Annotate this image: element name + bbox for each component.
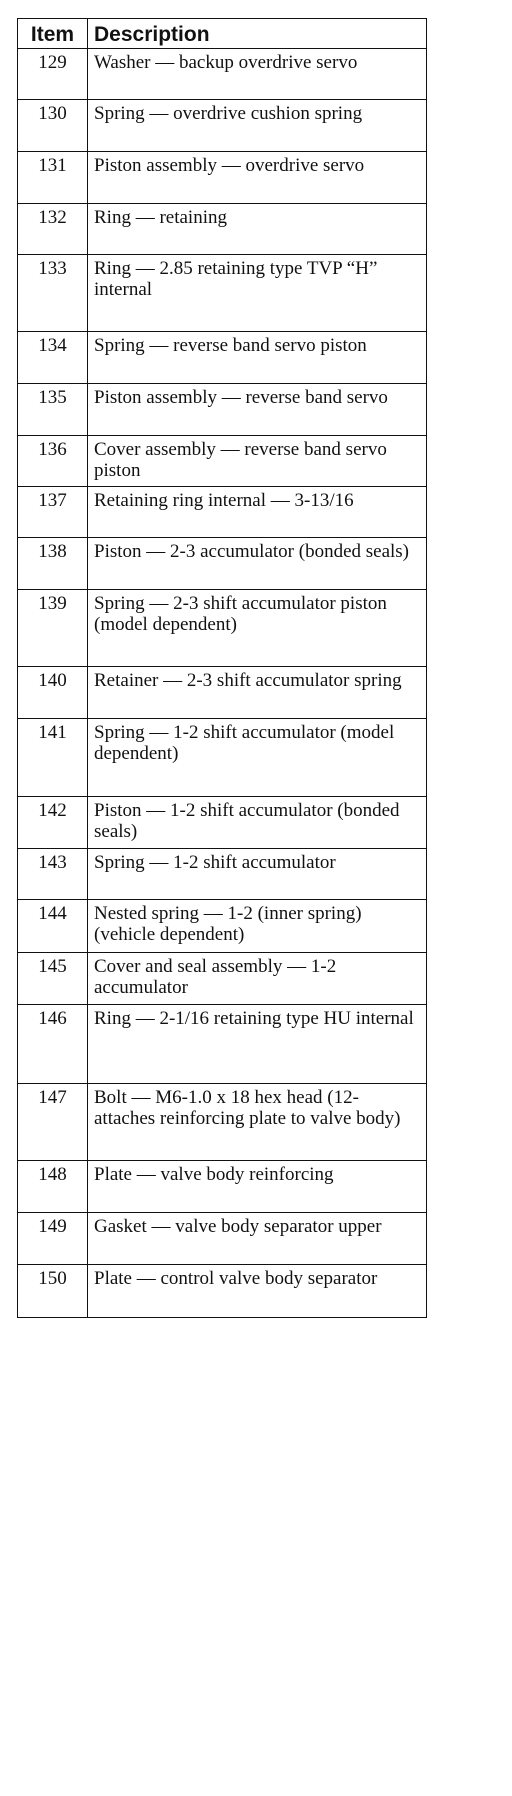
item-description: Cover and seal assembly — 1-2 accumulator [88, 953, 427, 1005]
column-header-description: Description [88, 19, 427, 49]
table-row [18, 255, 427, 332]
table-row [18, 900, 427, 953]
table-row [18, 152, 427, 204]
item-description: Gasket — valve body separator upper [88, 1213, 427, 1265]
header-row [18, 19, 427, 49]
item-description: Ring — 2-1/16 retaining type HU internal [88, 1005, 427, 1084]
item-number: 133 [18, 255, 88, 332]
table-row [18, 1161, 427, 1213]
table-row [18, 436, 427, 487]
item-description: Piston — 2-3 accumulator (bonded seals) [88, 538, 427, 590]
item-number: 138 [18, 538, 88, 590]
item-description: Plate — valve body reinforcing [88, 1161, 427, 1213]
table-row [18, 667, 427, 719]
table-row [18, 1213, 427, 1265]
item-number: 130 [18, 100, 88, 152]
parts-table [17, 18, 427, 1318]
table-row [18, 590, 427, 667]
table-row [18, 719, 427, 797]
item-description: Nested spring — 1-2 (inner spring) (vehicle dependent) [88, 900, 427, 953]
table-row [18, 797, 427, 849]
item-description: Piston — 1-2 shift accumulator (bonded seals) [88, 797, 427, 849]
item-number: 131 [18, 152, 88, 204]
table-row [18, 1084, 427, 1161]
item-number: 143 [18, 849, 88, 900]
table-row [18, 100, 427, 152]
item-number: 144 [18, 900, 88, 953]
table-row [18, 953, 427, 1005]
table-row [18, 384, 427, 436]
table-row [18, 487, 427, 538]
item-number: 147 [18, 1084, 88, 1161]
item-description: Spring — 1-2 shift accumulator [88, 849, 427, 900]
table-row [18, 538, 427, 590]
item-description: Plate — control valve body separator [88, 1265, 427, 1318]
table-row [18, 1265, 427, 1318]
item-description: Bolt — M6-1.0 x 18 hex head (12-attaches reinforcing plate to valve body) [88, 1084, 427, 1161]
item-description: Spring — 1-2 shift accumulator (model dependent) [88, 719, 427, 797]
item-number: 132 [18, 204, 88, 255]
table-row [18, 1005, 427, 1084]
item-number: 137 [18, 487, 88, 538]
table-row [18, 849, 427, 900]
item-description: Spring — overdrive cushion spring [88, 100, 427, 152]
item-description: Piston assembly — overdrive servo [88, 152, 427, 204]
item-number: 141 [18, 719, 88, 797]
item-number: 146 [18, 1005, 88, 1084]
item-number: 149 [18, 1213, 88, 1265]
item-number: 150 [18, 1265, 88, 1318]
item-description: Piston assembly — reverse band servo [88, 384, 427, 436]
item-number: 134 [18, 332, 88, 384]
item-number: 136 [18, 436, 88, 487]
item-description: Retaining ring internal — 3-13/16 [88, 487, 427, 538]
item-description: Cover assembly — reverse band servo piston [88, 436, 427, 487]
column-header-item: Item [18, 19, 88, 49]
item-description: Spring — 2-3 shift accumulator piston (model dependent) [88, 590, 427, 667]
item-number: 135 [18, 384, 88, 436]
item-number: 148 [18, 1161, 88, 1213]
table-row [18, 204, 427, 255]
item-description: Ring — 2.85 retaining type TVP “H” internal [88, 255, 427, 332]
item-number: 145 [18, 953, 88, 1005]
item-number: 139 [18, 590, 88, 667]
item-number: 129 [18, 49, 88, 100]
table-row [18, 332, 427, 384]
item-description: Ring — retaining [88, 204, 427, 255]
item-description: Retainer — 2-3 shift accumulator spring [88, 667, 427, 719]
table-row [18, 49, 427, 100]
item-description: Spring — reverse band servo piston [88, 332, 427, 384]
item-number: 142 [18, 797, 88, 849]
item-description: Washer — backup overdrive servo [88, 49, 427, 100]
item-number: 140 [18, 667, 88, 719]
